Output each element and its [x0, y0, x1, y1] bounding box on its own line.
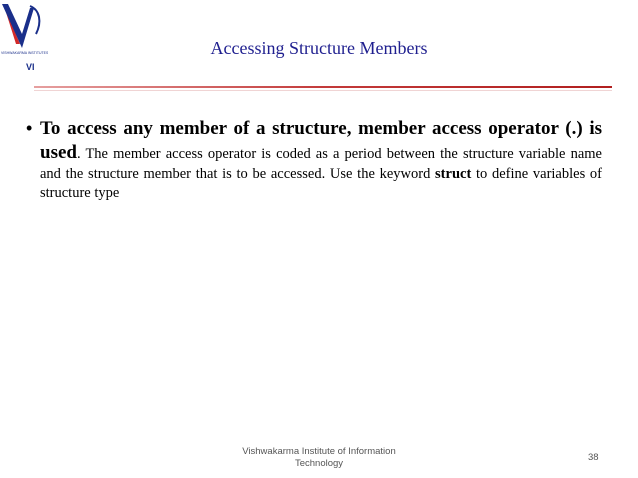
slide-content	[26, 117, 603, 203]
footer-institute	[210, 446, 428, 470]
title-underline	[34, 86, 612, 88]
logo-mark: VI	[26, 62, 35, 72]
keyword-struct: struct	[435, 166, 472, 182]
lead-text: To access any member of a structure, member access operator (.) is used	[40, 118, 602, 163]
title-underline-shadow	[34, 90, 612, 91]
footer-line-1: Vishwakarma Institute of Information	[242, 446, 396, 457]
body-text-2: to define variables of structure type	[40, 166, 603, 201]
logo-text: VISHWAKARMA INSTITUTES	[1, 51, 48, 55]
slide-title: Accessing Structure Members	[210, 38, 428, 58]
body-text-1: . The member access operator is coded as a period between the structure variable name and the structure member that is to be accessed. Use the keyword	[40, 146, 602, 182]
bullet-marker: •	[26, 118, 33, 138]
footer-line-2: Technology	[294, 458, 344, 469]
page-number: 38	[588, 452, 599, 463]
